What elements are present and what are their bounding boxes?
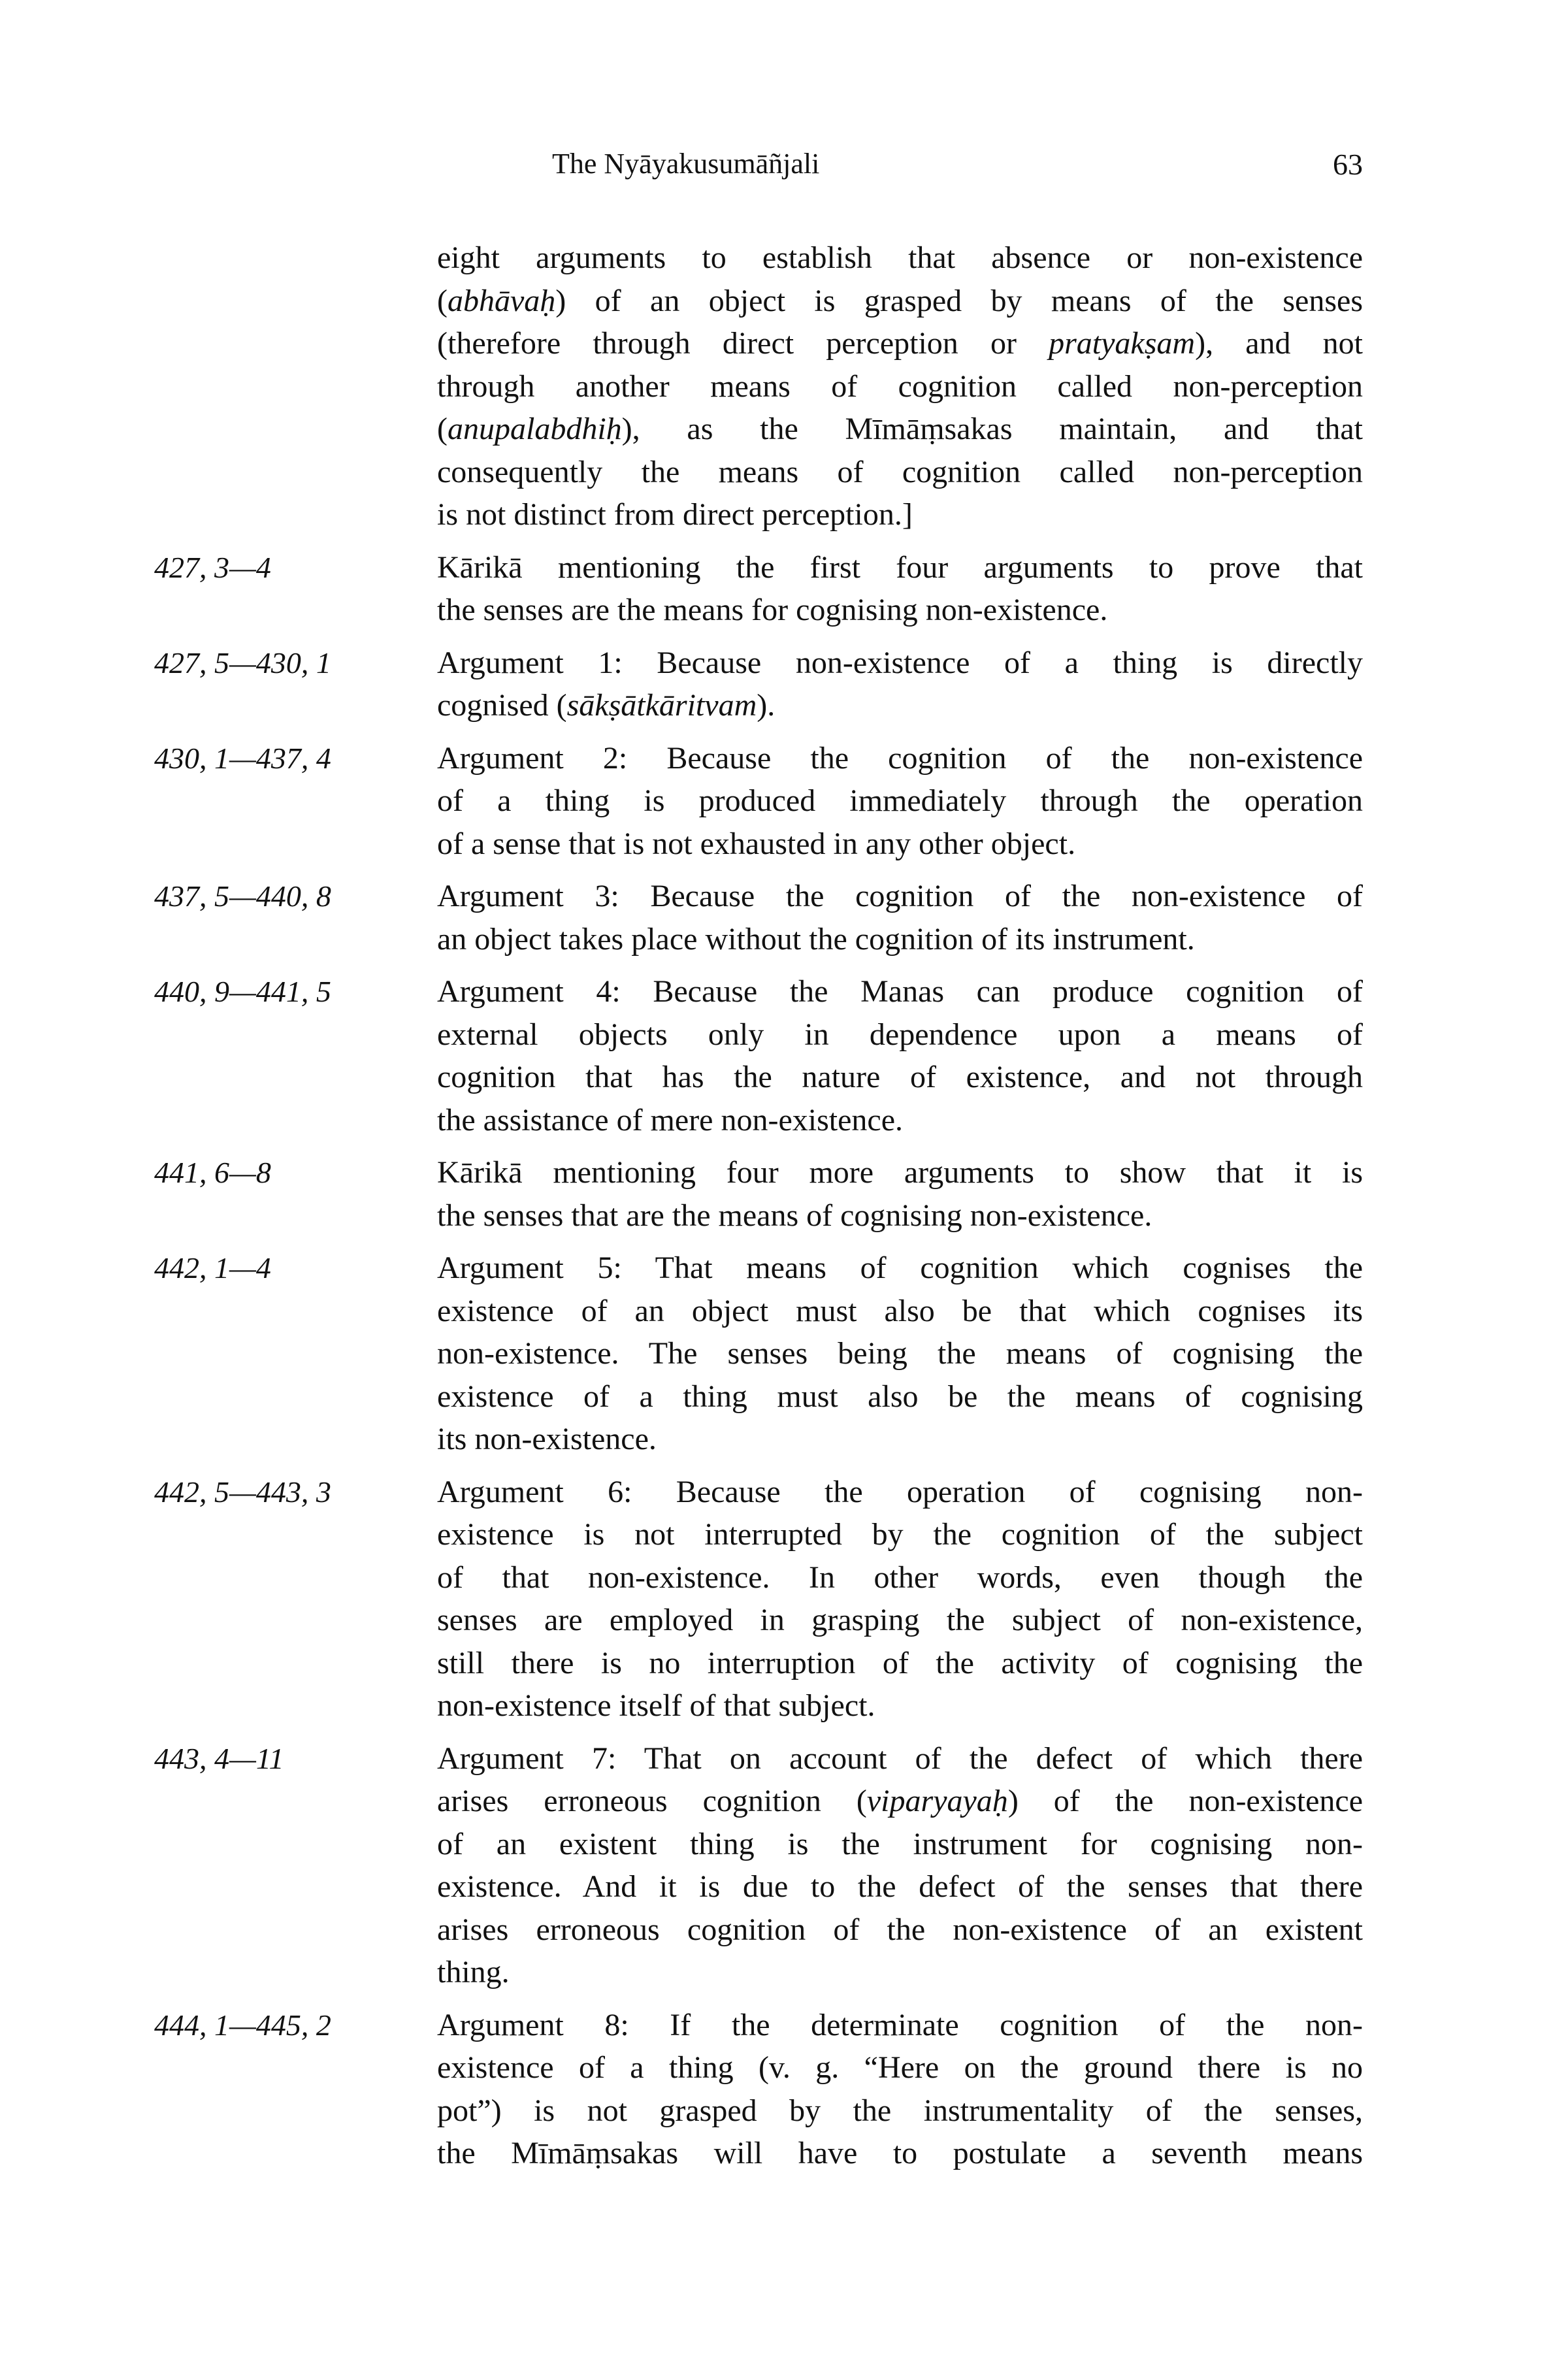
text-segment: Argument 8: If the determinate cognition of the non- [437,2007,1363,2042]
text-line [437,2004,1363,2047]
text-segment: Argument 2: Because the cognition of the non-existence [437,740,1363,776]
text-line [437,1290,1363,1333]
text-line [437,1865,1363,1908]
summary-entry [0,875,1568,960]
text-segment: external objects only in dependence upon a means of [437,1017,1363,1052]
italic-term: anupalabdhiḥ [447,412,622,446]
text-line [437,493,1363,536]
text-line [437,451,1363,494]
summary-entry [0,1471,1568,1727]
summary-entry [0,1737,1568,1994]
line-reference: 437, 5—440, 8 [154,879,331,913]
entry-text [437,1247,1363,1461]
text-line [437,2046,1363,2089]
italic-term: abhāvaḥ [447,283,556,318]
text-line [437,322,1363,365]
text-segment: non-existence. The senses being the means of cognising the [437,1336,1363,1371]
text-line [437,1056,1363,1099]
entry-text [437,546,1363,632]
text-segment: ), as the Mīmāṃsakas maintain, and that [621,412,1363,446]
text-segment: existence of a thing must also be the means of cognising [437,1379,1363,1414]
text-line [437,280,1363,323]
text-segment: of an existent thing is the instrument for cognising non- [437,1826,1363,1861]
summary-entry [0,642,1568,727]
entry-text [437,2004,1363,2175]
summary-entry [0,237,1568,536]
text-segment: the senses are the means for cognising non-existence. [437,593,1108,627]
text-segment: thing. [437,1955,510,1989]
text-line [437,2132,1363,2175]
text-line [437,642,1363,685]
text-line [437,1013,1363,1056]
text-line [437,684,1363,727]
entry-text [437,970,1363,1141]
text-line [437,1194,1363,1237]
text-line [437,1471,1363,1514]
text-segment: eight arguments to establish that absence or non-existence [437,240,1363,275]
text-line [437,1951,1363,1994]
text-segment: cognition that has the nature of existence, and not through [437,1060,1363,1094]
text-segment: of a thing is produced immediately through the operation [437,783,1363,818]
entry-text [437,737,1363,866]
entry-text [437,237,1363,536]
text-segment: Argument 5: That means of cognition which cognises the [437,1251,1363,1285]
text-segment: of that non-existence. In other words, even though the [437,1560,1363,1595]
text-line [437,779,1363,823]
text-segment: cognised ( [437,688,567,723]
line-reference: 442, 1—4 [154,1251,271,1284]
text-line [437,1099,1363,1142]
entry-text [437,1151,1363,1237]
text-line [437,1908,1363,1952]
text-segment: existence of a thing (v. g. “Here on the ground there is no [437,2050,1363,2085]
text-segment: Argument 6: Because the operation of cognising non- [437,1474,1363,1509]
text-segment: ). [757,688,776,723]
text-segment: (therefore through direct perception or [437,326,1049,361]
text-segment: non-existence itself of that subject. [437,1688,875,1723]
text-segment: through another means of cognition called non-perception [437,368,1363,404]
page-body [0,237,1568,2185]
text-line [437,1556,1363,1599]
text-line [437,546,1363,589]
text-line [437,365,1363,408]
text-line [437,737,1363,780]
line-reference: 430, 1—437, 4 [154,741,331,775]
text-line [437,875,1363,918]
italic-term: sākṣātkāritvam [566,688,757,723]
italic-term: pratyakṣam [1049,326,1196,361]
text-line [437,2089,1363,2133]
text-line [437,1599,1363,1642]
running-title: The Nyāyakusumāñjali [552,148,820,180]
text-segment: senses are employed in grasping the subject of non-existence, [437,1603,1363,1637]
text-line [437,1684,1363,1727]
summary-entry [0,1247,1568,1461]
text-segment: pot”) is not grasped by the instrumentality of the senses, [437,2093,1363,2128]
running-header [0,147,1568,193]
text-segment: ) of the non-existence [1007,1784,1363,1818]
text-segment: is not distinct from direct perception.] [437,497,913,532]
text-segment: the Mīmāṃsakas will have to postulate a seventh means [437,2136,1363,2170]
text-segment: still there is no interruption of the activity of cognising the [437,1645,1363,1680]
entry-text [437,875,1363,960]
summary-entry [0,970,1568,1141]
text-line [437,1418,1363,1461]
text-segment: ( [437,283,448,318]
text-line [437,918,1363,961]
page-number: 63 [1333,148,1363,181]
line-reference: 441, 6—8 [154,1156,271,1189]
text-segment: the assistance of mere non-existence. [437,1102,904,1137]
text-segment: existence. And it is due to the defect of the senses that there [437,1869,1363,1904]
text-segment: an object takes place without the cognition of its instrument. [437,921,1195,957]
line-reference: 427, 5—430, 1 [154,646,331,679]
line-reference: 444, 1—445, 2 [154,2008,331,2042]
text-segment: the senses that are the means of cognising non-existence. [437,1198,1152,1233]
line-reference: 427, 3—4 [154,550,271,584]
summary-entry [0,2004,1568,2175]
summary-entry [0,1151,1568,1237]
text-segment: Argument 1: Because non-existence of a thing is directly [437,645,1363,680]
text-line [437,408,1363,451]
text-line [437,823,1363,866]
text-segment: ), and not [1195,326,1364,361]
text-line [437,1332,1363,1375]
line-reference: 443, 4—11 [154,1741,284,1775]
line-reference: 442, 5—443, 3 [154,1475,331,1509]
text-line [437,237,1363,280]
entry-text [437,642,1363,727]
summary-entry [0,546,1568,632]
text-segment: Argument 7: That on account of the defect of which there [437,1741,1363,1776]
line-reference: 440, 9—441, 5 [154,975,331,1008]
text-segment: Argument 4: Because the Manas can produce cognition of [437,974,1363,1009]
text-line [437,1375,1363,1418]
text-line [437,970,1363,1013]
text-line [437,1823,1363,1866]
text-segment: consequently the means of cognition called non-perception [437,454,1363,489]
text-segment: existence of an object must also be that which cognises its [437,1293,1363,1328]
text-segment: Argument 3: Because the cognition of the non-existence of [437,879,1363,913]
text-segment: arises erroneous cognition ( [437,1784,867,1818]
text-line [437,1780,1363,1823]
text-segment: ) of an object is grasped by means of the senses [555,283,1363,318]
summary-entry [0,737,1568,866]
text-line [437,1151,1363,1194]
text-segment: Kārikā mentioning four more arguments to show that it is [437,1155,1363,1190]
entry-text [437,1471,1363,1727]
text-segment: ( [437,412,448,446]
entry-text [437,1737,1363,1994]
text-line [437,589,1363,632]
text-segment: its non-existence. [437,1422,657,1456]
text-line [437,1642,1363,1685]
text-segment: arises erroneous cognition of the non-existence of an existent [437,1912,1363,1947]
text-segment: Kārikā mentioning the first four arguments to prove that [437,549,1363,585]
text-line [437,1737,1363,1780]
italic-term: viparyayaḥ [866,1784,1008,1818]
text-segment: of a sense that is not exhausted in any other object. [437,826,1076,861]
text-segment: existence is not interrupted by the cognition of the subject [437,1517,1363,1552]
text-line [437,1247,1363,1290]
text-line [437,1513,1363,1556]
